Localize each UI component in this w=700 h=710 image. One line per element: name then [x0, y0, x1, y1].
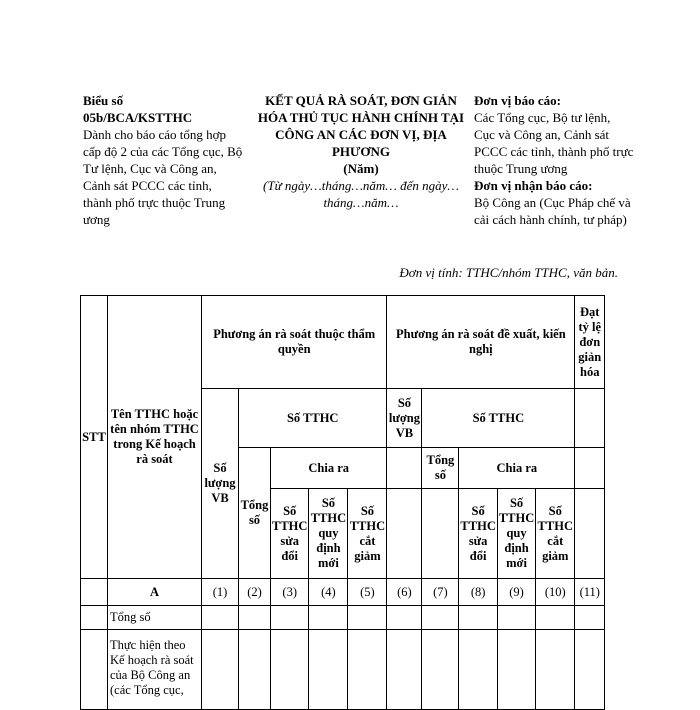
authority-cut-header: Số TTHC cắt giảm	[348, 489, 387, 579]
form-code: 05b/BCA/KSTTHC	[83, 110, 193, 125]
table-cell	[348, 606, 387, 630]
table-cell	[387, 630, 422, 710]
table-cell	[459, 630, 497, 710]
table-cell	[422, 606, 459, 630]
table-cell	[309, 606, 348, 630]
index-cell	[81, 630, 108, 710]
table-cell	[271, 630, 309, 710]
proposal-empty-cell	[387, 489, 422, 579]
reporter-label: Đơn vị báo cáo:	[474, 93, 562, 108]
header-left	[83, 92, 243, 228]
proposal-empty-cell	[422, 489, 459, 579]
proposal-cut-header: Số TTHC cắt giảm	[536, 489, 575, 579]
table-cell	[239, 630, 271, 710]
receiver-value: Bộ Công an (Cục Pháp chế và cải cách hành chính, tư pháp)	[474, 195, 631, 227]
col-number: (7)	[422, 579, 459, 606]
table-cell	[536, 630, 575, 710]
rate-empty-cell	[575, 448, 605, 489]
authority-group-header: Phương án rà soát thuộc thẩm quyền	[202, 296, 387, 389]
header-center	[252, 92, 470, 211]
col-number: (10)	[536, 579, 575, 606]
proposal-doc-count-header: Số lượng VB	[387, 389, 422, 448]
authority-amended-header: Số TTHC sửa đổi	[271, 489, 309, 579]
reporter-value: Các Tổng cục, Bộ tư lệnh, Cục và Công an, Cảnh sát PCCC các tỉnh, thành phố trực thuộc Trung ương	[474, 110, 634, 176]
proposal-amended-header: Số TTHC sửa đổi	[459, 489, 497, 579]
rate-empty-cell	[575, 489, 605, 579]
col-number: (2)	[239, 579, 271, 606]
col-number: (11)	[575, 579, 605, 606]
table-cell	[575, 606, 605, 630]
index-cell	[81, 606, 108, 630]
rate-header: Đạt tỷ lệ đơn giản hóa	[575, 296, 605, 389]
name-header: Tên TTHC hoặc tên nhóm TTHC trong Kế hoạch rà soát	[108, 296, 202, 579]
table-cell	[387, 606, 422, 630]
table-cell	[202, 606, 239, 630]
authority-tthc-header: Số TTHC	[239, 389, 387, 448]
plan-row-label: Thực hiện theo Kế hoạch rà soát của Bộ Công an (các Tổng cục,	[108, 630, 202, 710]
receiver-label: Đơn vị nhận báo cáo:	[474, 178, 593, 193]
proposal-breakdown-header: Chia ra	[459, 448, 575, 489]
header-right	[474, 92, 634, 228]
authority-breakdown-header: Chia ra	[271, 448, 387, 489]
col-number: (3)	[271, 579, 309, 606]
table-cell	[348, 630, 387, 710]
report-period: (Từ ngày…tháng…năm… đến ngày…tháng…năm…	[263, 178, 459, 210]
table-cell	[575, 630, 605, 710]
proposal-tthc-header: Số TTHC	[422, 389, 575, 448]
col-number: (8)	[459, 579, 497, 606]
col-a-label: A	[108, 579, 202, 606]
table-cell	[271, 606, 309, 630]
proposal-new-header: Số TTHC quy định mới	[497, 489, 535, 579]
form-description: Dành cho báo cáo tổng hợp cấp độ 2 của các Tổng cục, Bộ Tư lệnh, Cục và Công an, Cảnh sát PCCC các tỉnh, thành phố trực thuộc Trung ương	[83, 127, 243, 227]
authority-doc-count-header: Số lượng VB	[202, 389, 239, 579]
col-number: (5)	[348, 579, 387, 606]
form-label: Biểu số	[83, 93, 124, 108]
proposal-group-header: Phương án rà soát đề xuất, kiến nghị	[387, 296, 575, 389]
col-number: (1)	[202, 579, 239, 606]
table-cell	[497, 630, 535, 710]
authority-new-header: Số TTHC quy định mới	[309, 489, 348, 579]
report-title: KẾT QUẢ RÀ SOÁT, ĐƠN GIẢN HÓA THỦ TỤC HÀNH CHÍNH TẠI CÔNG AN CÁC ĐƠN VỊ, ĐỊA PHƯƠNG	[257, 93, 465, 159]
authority-total-header: Tổng số	[239, 448, 271, 579]
col-number: (9)	[497, 579, 535, 606]
table-cell	[422, 630, 459, 710]
table-cell	[239, 606, 271, 630]
stt-header: STT	[81, 296, 108, 579]
rate-empty-cell	[575, 389, 605, 448]
table-cell	[202, 630, 239, 710]
proposal-empty-cell	[387, 448, 422, 489]
report-table	[80, 295, 605, 710]
report-year: (Năm)	[343, 161, 379, 176]
table-cell	[309, 630, 348, 710]
col-number: (4)	[309, 579, 348, 606]
table-cell	[459, 606, 497, 630]
proposal-total-header: Tổng số	[422, 448, 459, 489]
table-cell	[497, 606, 535, 630]
table-cell	[536, 606, 575, 630]
total-row-label: Tổng số	[108, 606, 202, 630]
col-number: (6)	[387, 579, 422, 606]
index-cell	[81, 579, 108, 606]
unit-note: Đơn vị tính: TTHC/nhóm TTHC, văn bản.	[399, 265, 618, 280]
